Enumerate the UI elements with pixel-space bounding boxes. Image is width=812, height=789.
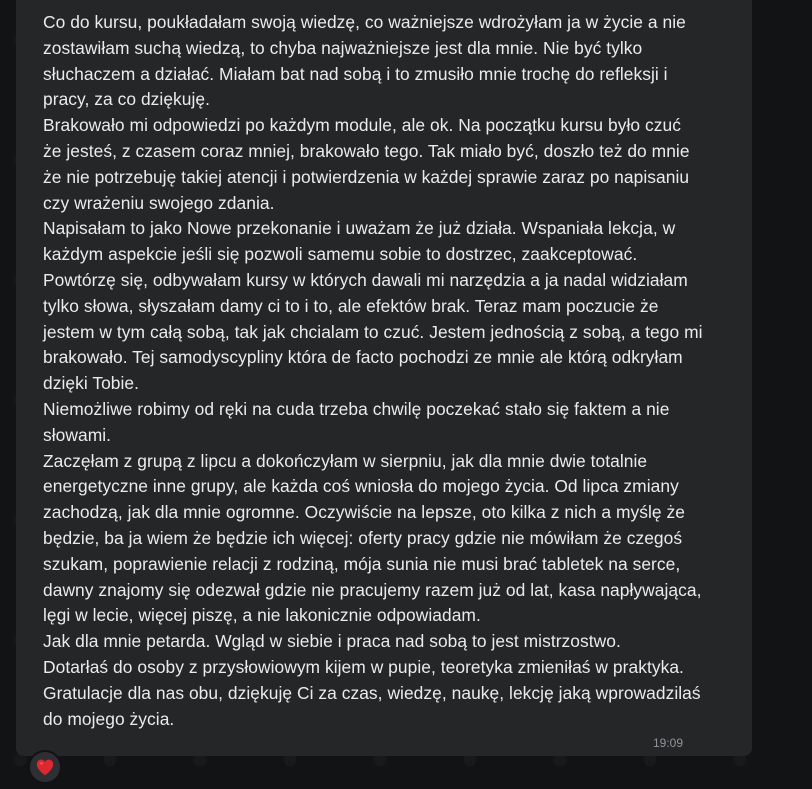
message-bubble[interactable] <box>16 0 752 756</box>
message-timestamp: 19:09 <box>652 736 683 750</box>
message-text: Co do kursu, poukładałam swoją wiedzę, co ważniejsze wdrożyłam ja w życie a nie zostawiłam suchą wiedzą, to chyba najważniejsze jest dla mnie. Nie być tylko słuchaczem a działać. Miałam bat nad sobą i to zmusiło mnie trochę do refleksji i pracy, za co dziękuję. Brakowało mi odpowiedzi po każdym module, ale ok. Na początku kursu było czuć że jesteś, z czasem coraz mniej, brakowało tego. Tak miało być, doszło też do mnie że nie potrzebuję takiej atencji i potwierdzenia w każdej sprawie zaraz po napisaniu czy wrażeniu swojego zdania. Napisałam to jako Nowe przekonanie i uważam że już działa. Wspaniała lekcja, w każdym aspekcie jeśli się pozwoli samemu sobie to dostrzec, zaakceptować. Powtórzę się, odbywałam kursy w których dawali mi narzędzia a ja nadal widziałam tylko słowa, słyszałam damy ci to i to, ale efektów brak. Teraz mam poczucie że jestem w tym całą sobą, tak jak chcialam to czuć. Jestem jednością z sobą, a tego mi brakowało. Tej samodyscypliny która de facto pochodzi ze mnie ale którą odkryłam dzięki Tobie. Niemożliwe robimy od ręki na cuda trzeba chwilę poczekać stało się faktem a nie słowami. Zaczęłam z grupą z lipcu a dokończyłam w sierpniu, jak dla mnie dwie totalnie energetyczne inne grupy, ale każda coś wniosła do mojego życia. Od lipca zmiany zachodzą, jak dla mnie ogromne. Oczywiście na lepsze, oto kilka z nich a myślę że będzie, ba ja wiem że będzie ich więcej: oferty pracy gdzie nie mówiłam że czegoś szukam, poprawienie relacji z rodziną, mója sunia nie musi brać tabletek na serce, dawny znajomy się odezwał gdzie nie pracujemy razem już od lat, kasa napływająca, lęgi w lecie, więcej piszę, a nie lakonicznie odpowiadam. Jak dla mnie petarda. Wgląd w siebie i praca nad sobą to jest mistrzostwo. Dotarłaś do osoby z przysłowiowym kijem w pupie, teoretyka zmieniłaś w praktyka. Gratulacje dla nas obu, dziękuję Ci za czas, wiedzę, naukę, lekcję jaką wprowadzilaś do mojego życia. <box>43 12 703 729</box>
red-heart-icon <box>35 758 55 776</box>
heart-reaction[interactable] <box>30 752 60 782</box>
